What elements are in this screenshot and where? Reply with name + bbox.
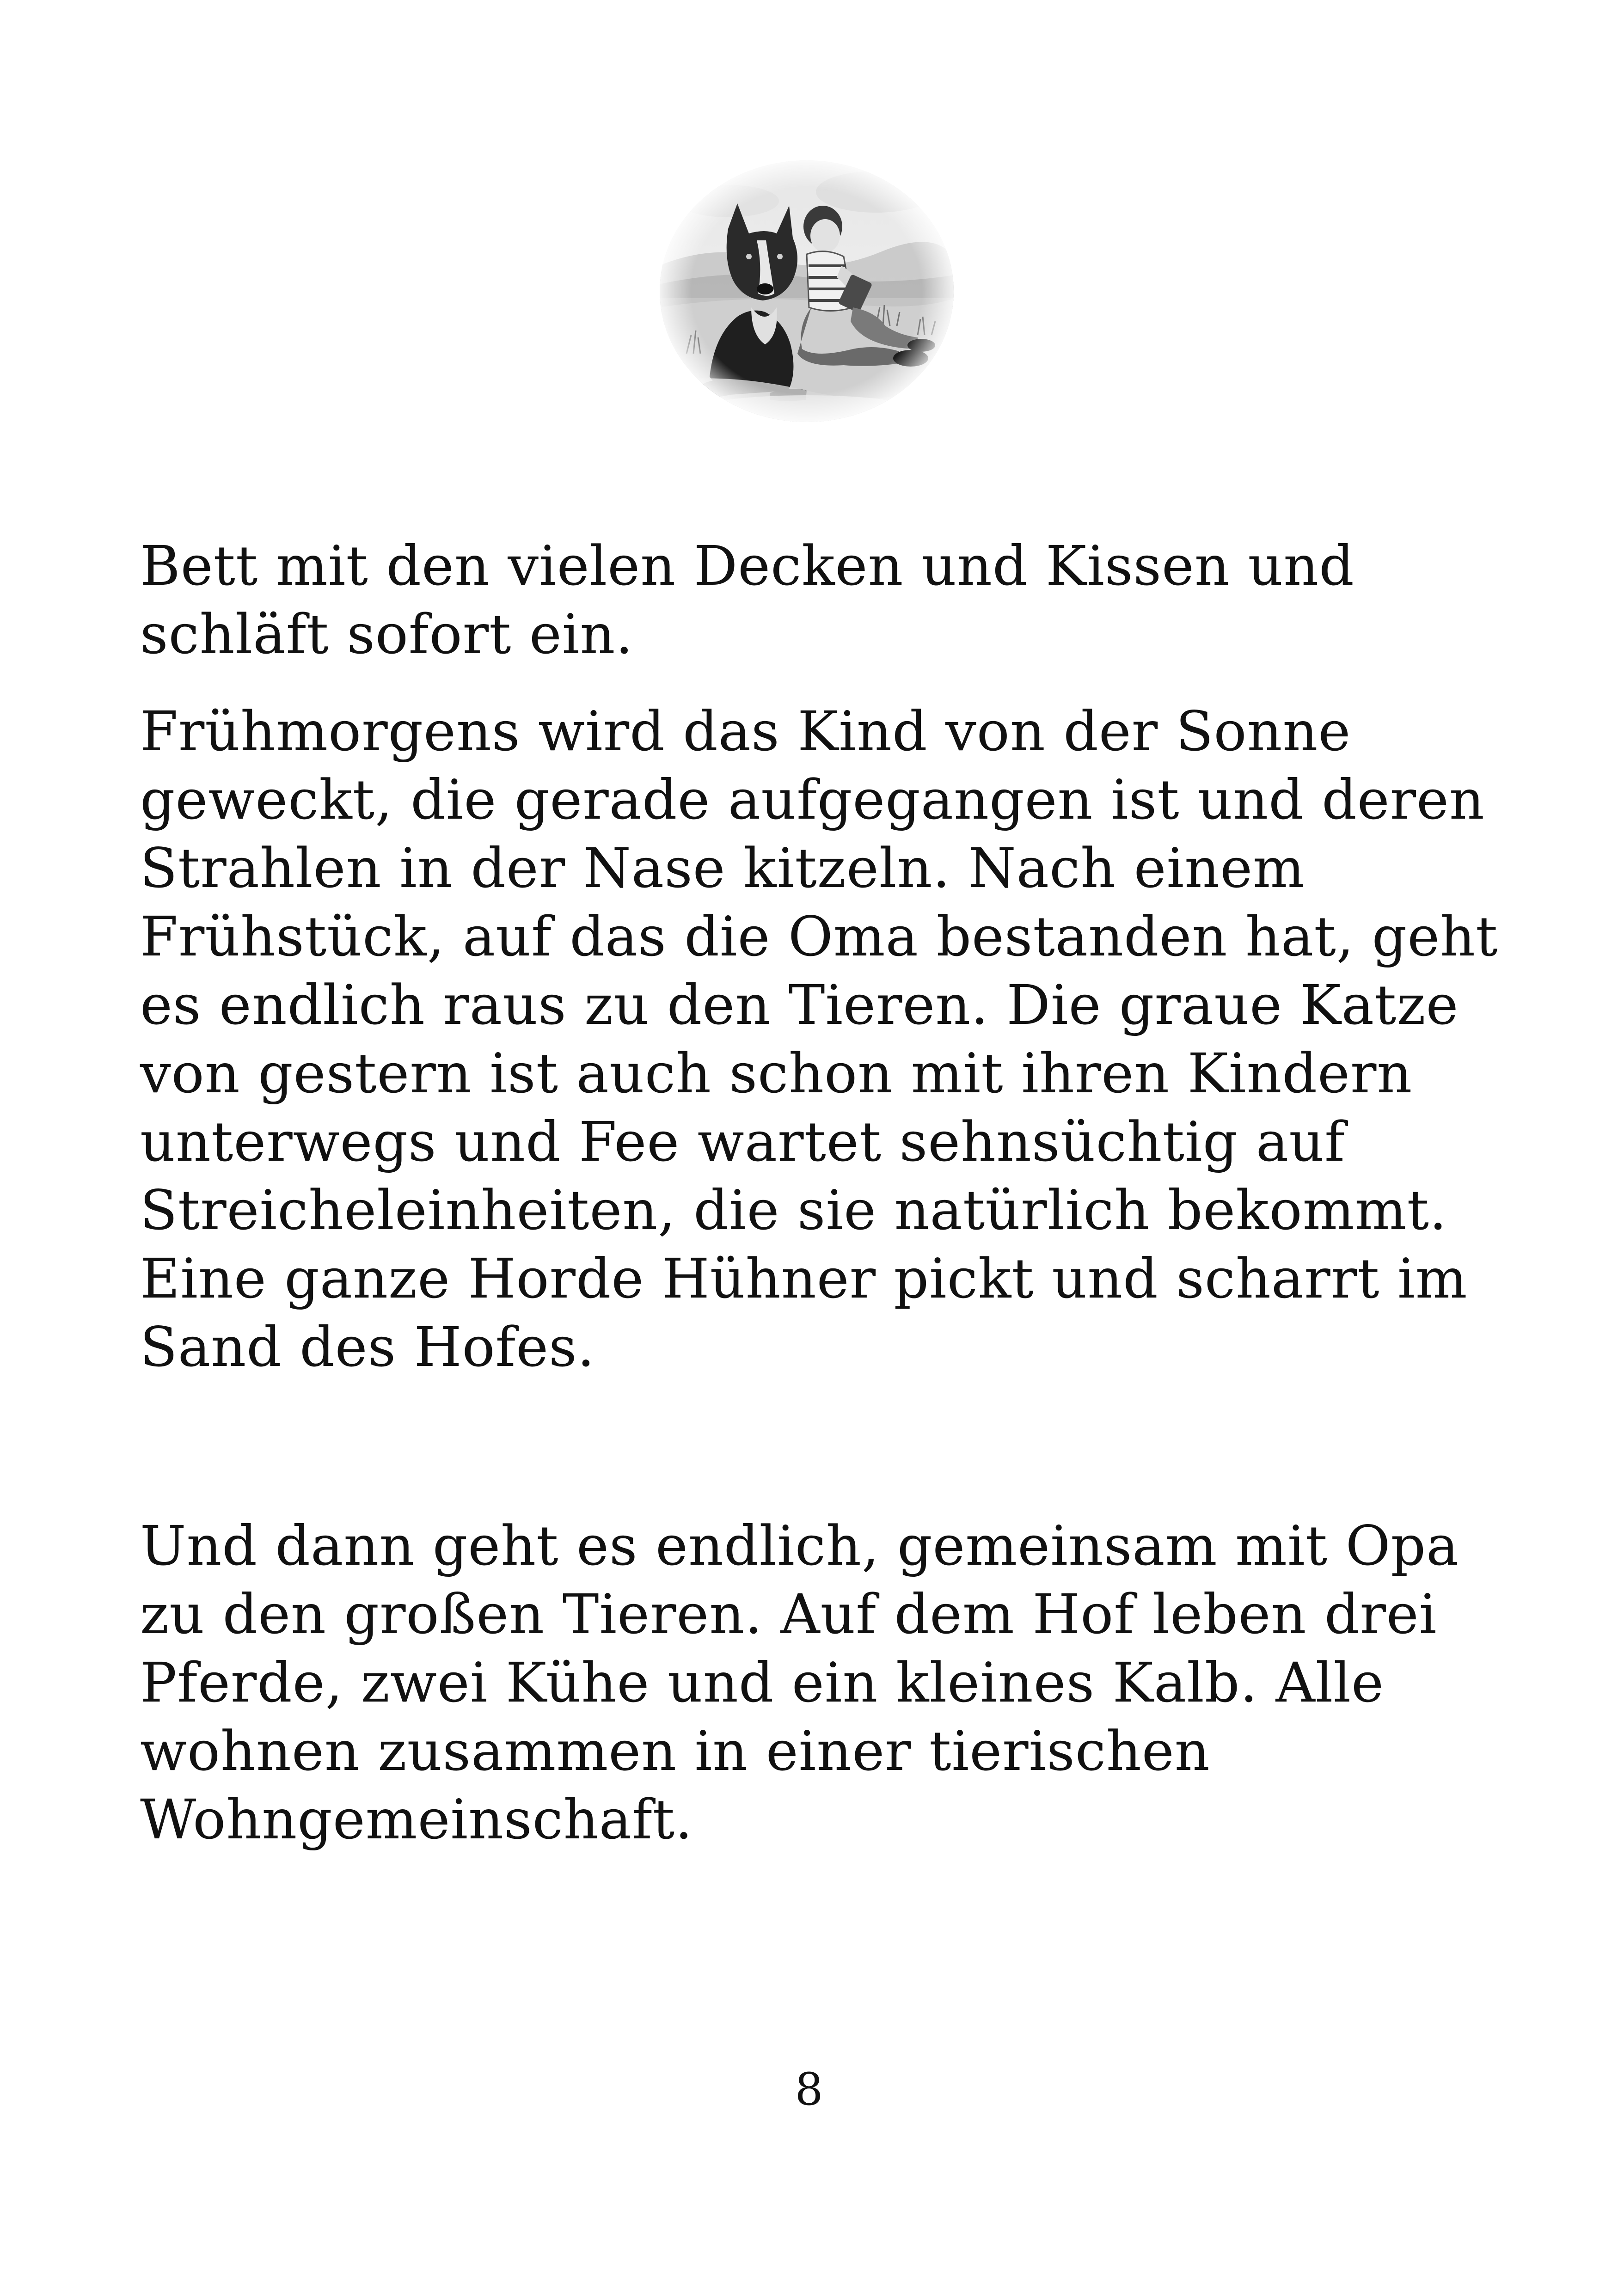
- text-line: Strahlen in der Nase kitzeln. Nach einem: [140, 836, 1305, 900]
- text-line: Pferde, zwei Kühe und ein kleines Kalb. Alle: [140, 1651, 1384, 1714]
- paragraph-1: [140, 532, 1481, 668]
- text-line: Sand des Hofes.: [140, 1315, 595, 1379]
- paragraph-3: [140, 1512, 1481, 1854]
- paragraph-2: [140, 697, 1498, 1381]
- dog-and-child-illustration: [659, 159, 955, 423]
- text-line: unterwegs und Fee wartet sehnsüchtig auf: [140, 1110, 1345, 1174]
- text-line: Eine ganze Horde Hühner pickt und scharrt im: [140, 1247, 1468, 1310]
- text-line: geweckt, die gerade aufgegangen ist und deren: [140, 768, 1485, 832]
- text-line: schläft sofort ein.: [140, 602, 634, 666]
- page-number: 8: [795, 2063, 823, 2115]
- text-line: Bett mit den vielen Decken und Kissen und: [140, 534, 1354, 598]
- text-line: Wohngemeinschaft.: [140, 1788, 693, 1851]
- text-line: Streicheleinheiten, die sie natürlich bekommt.: [140, 1178, 1447, 1242]
- text-line: Frühstück, auf das die Oma bestanden hat, geht: [140, 905, 1498, 968]
- text-line: wohnen zusammen in einer tierischen: [140, 1719, 1210, 1783]
- text-line: zu den großen Tieren. Auf dem Hof leben drei: [140, 1582, 1437, 1646]
- text-line: Frühmorgens wird das Kind von der Sonne: [140, 699, 1351, 763]
- text-line: von gestern ist auch schon mit ihren Kindern: [140, 1041, 1413, 1105]
- text-line: es endlich raus zu den Tieren. Die graue Katze: [140, 973, 1459, 1037]
- text-line: Und dann geht es endlich, gemeinsam mit Opa: [140, 1514, 1459, 1578]
